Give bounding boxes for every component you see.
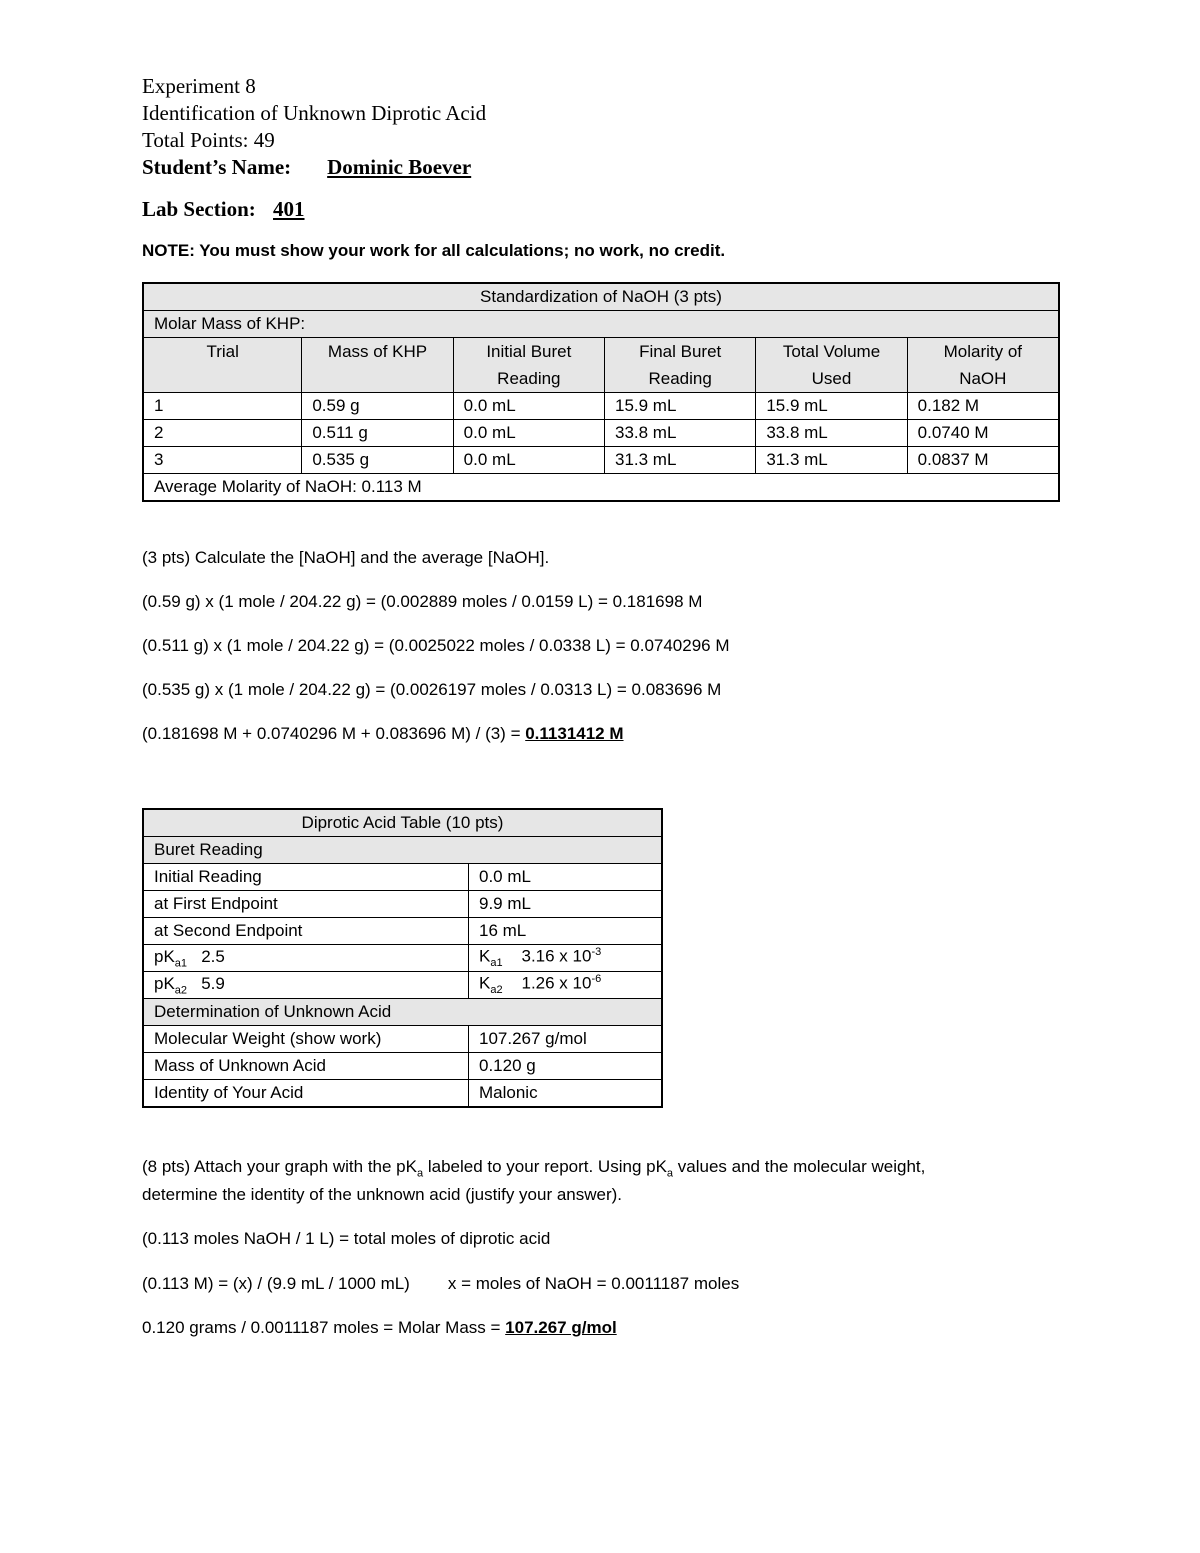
row-value: 9.9 mL xyxy=(469,891,663,918)
molarity-cell: 0.182 M xyxy=(907,393,1059,420)
molarity-cell: 0.0740 M xyxy=(907,420,1059,447)
mass-khp-cell: 0.511 g xyxy=(302,420,453,447)
total-volume-cell: 15.9 mL xyxy=(756,393,907,420)
table2-title: Diprotic Acid Table (10 pts) xyxy=(143,809,662,837)
row-value: 16 mL xyxy=(469,918,663,945)
row-label: Identity of Your Acid xyxy=(143,1080,469,1108)
experiment-title: Identification of Unknown Diprotic Acid xyxy=(142,101,487,125)
molarity-cell: 0.0837 M xyxy=(907,447,1059,474)
calc2-moles-result: x = moles of NaOH = 0.0011187 moles xyxy=(447,1274,740,1293)
row-label: Mass of Unknown Acid xyxy=(143,1053,469,1080)
row-value: Malonic xyxy=(469,1080,663,1108)
experiment-number: Experiment 8 xyxy=(142,74,256,98)
naoh-standardization-table xyxy=(142,282,1060,502)
table-row xyxy=(143,447,1059,474)
lab-section-row xyxy=(142,196,341,222)
row-label: Initial Reading xyxy=(143,864,469,891)
initial-reading-cell: 0.0 mL xyxy=(453,393,604,420)
lab-section-value: 401 xyxy=(273,197,305,221)
table-row xyxy=(143,420,1059,447)
calc1-line3: (0.535 g) x (1 mole / 204.22 g) = (0.0026197 moles / 0.0313 L) = 0.083696 M xyxy=(142,680,722,699)
table-row xyxy=(143,945,662,972)
ka1-cell: $K_{a1}$ 3.16 x $10^{-3}$ xyxy=(469,945,663,972)
row-value: 0.120 g xyxy=(469,1053,663,1080)
calc2-line2 xyxy=(142,1274,739,1294)
table-row xyxy=(143,918,662,945)
student-name-row xyxy=(142,154,549,180)
total-volume-cell: 33.8 mL xyxy=(756,420,907,447)
average-formula: (0.181698 M + 0.0740296 M + 0.083696 M) / (3) = xyxy=(142,724,526,743)
calc2-prompt-line2: determine the identity of the unknown acid (justify your answer). xyxy=(142,1185,623,1204)
lab-section-label: Lab Section: xyxy=(142,197,256,221)
table-row xyxy=(143,1053,662,1080)
col-header-total-volume: Total Volume Used xyxy=(756,338,907,393)
calc2-line3 xyxy=(142,1318,617,1338)
final-reading-cell: 31.3 mL xyxy=(605,447,756,474)
student-name-label: Student’s Name: xyxy=(142,155,292,179)
row-value: 0.0 mL xyxy=(469,864,663,891)
final-reading-cell: 15.9 mL xyxy=(605,393,756,420)
total-points: Total Points: 49 xyxy=(142,128,275,152)
note-text: NOTE: You must show your work for all calculations; no work, no credit. xyxy=(142,241,726,260)
trial-number: 3 xyxy=(143,447,302,474)
initial-reading-cell: 0.0 mL xyxy=(453,420,604,447)
col-header-trial: Trial xyxy=(143,338,302,393)
molar-mass-formula: 0.120 grams / 0.0011187 moles = Molar Mass = xyxy=(142,1318,506,1337)
total-volume-cell: 31.3 mL xyxy=(756,447,907,474)
table-row xyxy=(143,1026,662,1053)
mass-khp-cell: 0.59 g xyxy=(302,393,453,420)
calc1-line2: (0.511 g) x (1 mole / 204.22 g) = (0.0025022 moles / 0.0338 L) = 0.0740296 M xyxy=(142,636,730,655)
table-row xyxy=(143,393,1059,420)
row-label: at First Endpoint xyxy=(143,891,469,918)
mass-khp-cell: 0.535 g xyxy=(302,447,453,474)
ka2-cell: $K_{a2}$ 1.26 x $10^{-6}$ xyxy=(469,972,663,999)
diprotic-acid-table xyxy=(142,808,663,1108)
calc2-prompt-line1: (8 pts) Attach your graph with the $pK_a$ labeled to your report. Using $pK_a$ values and the molecular weight, xyxy=(142,1157,926,1180)
molar-mass-khp-label: Molar Mass of KHP: xyxy=(143,311,1059,338)
pka1-cell: $pK_{a1}$ 2.5 xyxy=(143,945,469,972)
pka2-cell: $pK_{a2}$ 5.9 xyxy=(143,972,469,999)
calc1-line1: (0.59 g) x (1 mole / 204.22 g) = (0.002889 moles / 0.0159 L) = 0.181698 M xyxy=(142,592,703,611)
col-header-initial-buret: Initial Buret Reading xyxy=(453,338,604,393)
row-value: 107.267 g/mol xyxy=(469,1026,663,1053)
col-header-mass-khp: Mass of KHP xyxy=(302,338,453,393)
table1-title: Standardization of NaOH (3 pts) xyxy=(143,283,1059,311)
table-row xyxy=(143,891,662,918)
student-name-value: Dominic Boever xyxy=(327,155,472,179)
trial-number: 1 xyxy=(143,393,302,420)
col-header-final-buret: Final Buret Reading xyxy=(605,338,756,393)
row-label: at Second Endpoint xyxy=(143,918,469,945)
determination-header: Determination of Unknown Acid xyxy=(143,999,662,1026)
final-reading-cell: 33.8 mL xyxy=(605,420,756,447)
average-molarity: Average Molarity of NaOH: 0.113 M xyxy=(143,474,1059,502)
buret-reading-header: Buret Reading xyxy=(143,837,662,864)
table-row xyxy=(143,972,662,999)
calc1-average-line xyxy=(142,724,624,744)
average-result: 0.1131412 M xyxy=(525,724,624,743)
calc2-line1: (0.113 moles NaOH / 1 L) = total moles of diprotic acid xyxy=(142,1229,551,1248)
initial-reading-cell: 0.0 mL xyxy=(453,447,604,474)
calc1-prompt: (3 pts) Calculate the [NaOH] and the average [NaOH]. xyxy=(142,548,550,567)
molar-mass-result: 107.267 g/mol xyxy=(505,1318,617,1337)
table-row xyxy=(143,1080,662,1108)
table-row xyxy=(143,864,662,891)
col-header-molarity: Molarity of NaOH xyxy=(907,338,1059,393)
trial-number: 2 xyxy=(143,420,302,447)
row-label: Molecular Weight (show work) xyxy=(143,1026,469,1053)
calc2-equation: (0.113 M) = (x) / (9.9 mL / 1000 mL) xyxy=(142,1274,410,1293)
